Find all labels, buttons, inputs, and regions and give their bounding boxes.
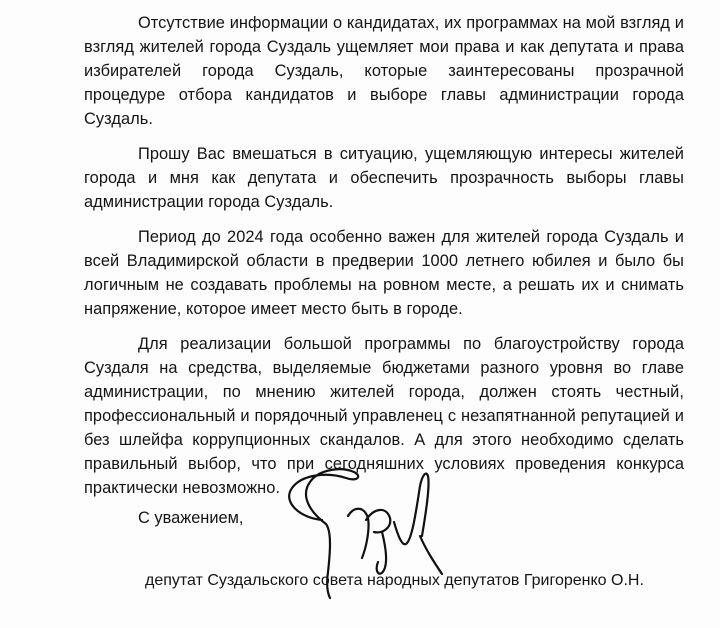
paragraph-3: Период до 2024 года особенно важен для жителей города Суздаль и всей Владимирской области в предверии 1000 летнего юбилея и было бы логичным не создавать проблемы на ровном месте, а решать их и снимать напряжение, которое имеет место быть в городе. (84, 228, 684, 318)
closing-phrase: С уважением, (138, 509, 244, 527)
signatory-name: депутат Суздальского совета народных депутатов Григоренко О.Н. (145, 572, 644, 589)
paragraph-4: Для реализации большой программы по благоустройству города Суздаля на средства, выделяемые бюджетами разного уровня во главе администрации, по мнению жителей города, должен стоять честный, профессиональный и порядочный управленец с незапятнанной репутацией и без шлейфа коррупционных скандалов. А для этого необходимо сделать правильный выбор, что при сегодняшних условиях проведения конкурса практически невозможно. (84, 335, 684, 497)
paragraph-1: Отсутствие информации о кандидатах, их программах на мой взгляд и взгляд жителей города Суздаль ущемляет мои права и как депутата и права избирателей города Суздаль, которые заинтересованы прозрачной процедуре отбора кандидатов и выборе главы администрации города Суздаль. (84, 14, 684, 128)
paragraph-2: Прошу Вас вмешаться в ситуацию, ущемляющую интересы жителей города и мня как депутата и обеспечить прозрачность выборы главы администрации города Суздаль. (84, 145, 684, 211)
letter-body (84, 12, 684, 512)
